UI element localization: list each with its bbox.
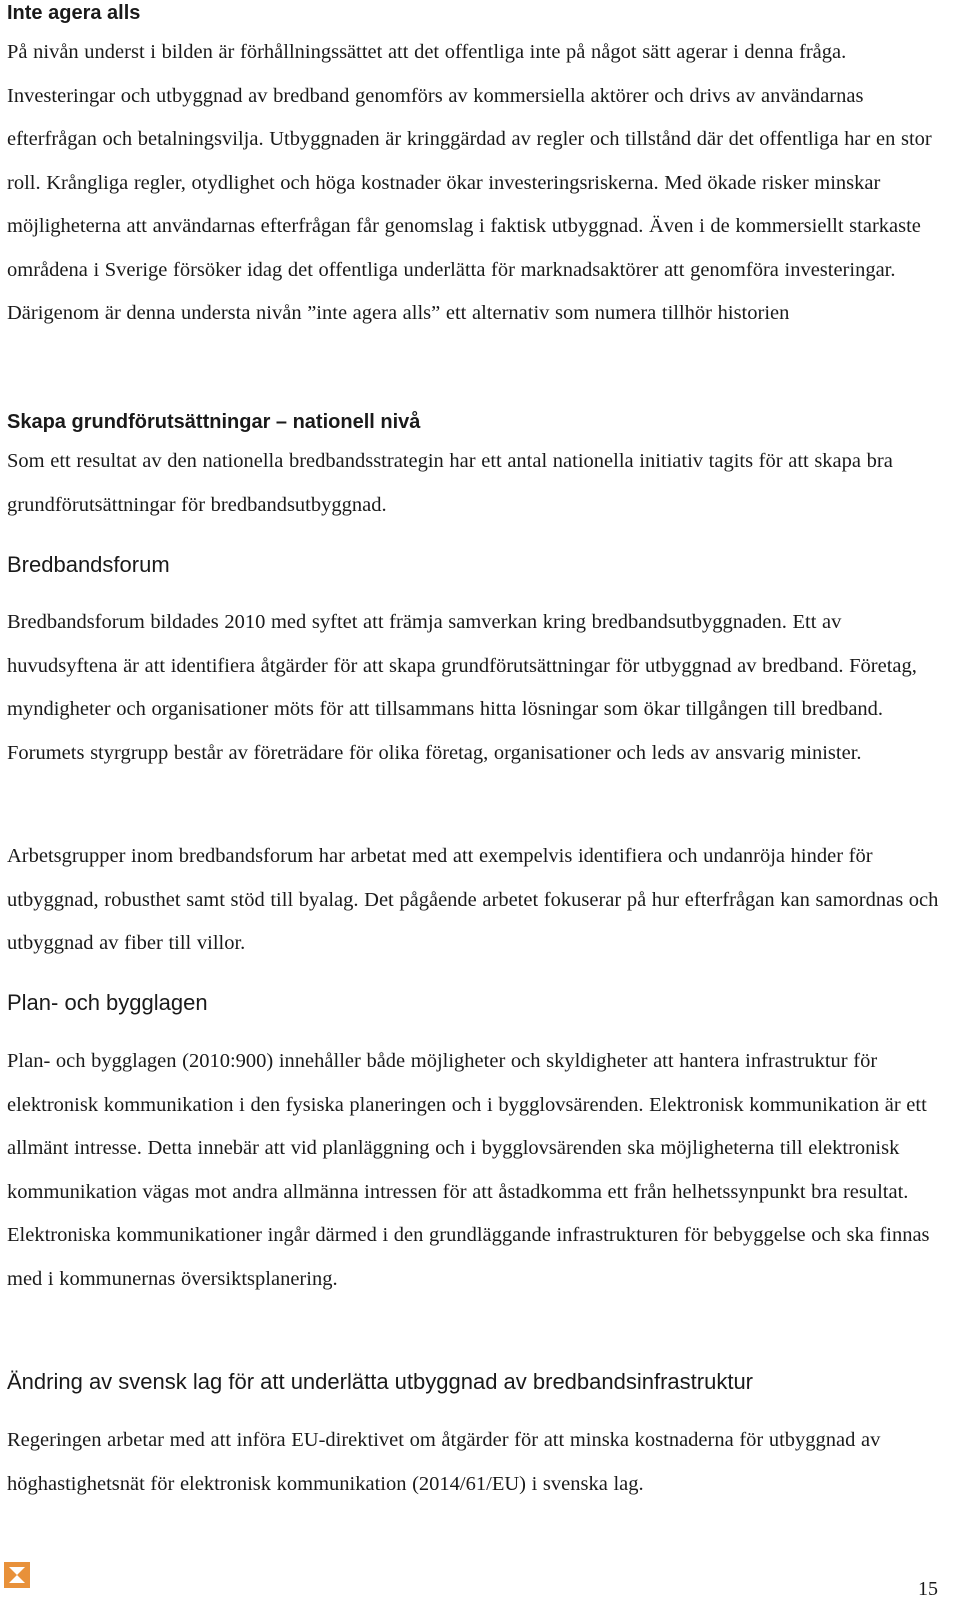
hourglass-logo-icon <box>4 1562 30 1588</box>
section-heading-plan-och-bygglagen: Plan- och bygglagen <box>7 990 208 1015</box>
section-heading-inte-agera-alls: Inte agera alls <box>7 2 141 24</box>
section-paragraph: Arbetsgrupper inom bredbandsforum har arbetat med att exempelvis identifiera och undanröja hinder för utbyggnad, robusthet samt stöd till byalag. Det pågående arbetet fokuserar på hur efterfrågan kan samordnas och utbyggnad av fiber till villor. <box>7 845 939 954</box>
section-paragraph: Bredbandsforum bildades 2010 med syftet att främja samverkan kring bredbandsutbyggnaden. Ett av huvudsyftena är att identifiera åtgärder för att skapa grundförutsättningar för utbyggnad av bredband. Företag, myndigheter och organisationer möts för att tillsammans hitta lösningar som ökar tillgången till bredband. Forumets styrgrupp består av företrädare för olika företag, organisationer och leds av ansvarig minister. <box>7 611 917 764</box>
section-paragraph: Som ett resultat av den nationella bredbandsstrategin har ett antal nationella initiativ tagits för att skapa bra grundförutsättningar för bredbandsutbyggnad. <box>7 450 893 516</box>
section-heading-bredbandsforum: Bredbandsforum <box>7 552 170 577</box>
page-number: 15 <box>918 1578 938 1600</box>
section-heading-grundforutsattningar: Skapa grundförutsättningar – nationell nivå <box>7 411 421 433</box>
section-paragraph: Plan- och bygglagen (2010:900) innehåller både möjligheter och skyldigheter att hantera infrastruktur för elektronisk kommunikation i den fysiska planeringen och i bygglovsärenden. Elektronisk kommunikation är ett allmänt intresse. Detta innebär att vid planläggning och i bygglovsärenden ska möjligheterna till elektronisk kommunikation vägas mot andra allmänna intressen för att åstadkomma ett från helhetssynpunkt bra resultat. Elektroniska kommunikationer ingår därmed i den grundläggande infrastrukturen för bebyggelse och ska finnas med i kommunernas översiktsplanering. <box>7 1050 930 1290</box>
section-paragraph: På nivån underst i bilden är förhållningssättet att det offentliga inte på något sätt agerar i denna fråga. Investeringar och utbyggnad av bredband genomförs av kommersiella aktörer och drivs av användarnas efterfrågan och betalningsvilja. Utbyggnaden är kringgärdad av regler och tillstånd där det offentliga har en stor roll. Krångliga regler, otydlighet och höga kostnader ökar investeringsriskerna. Med ökade risker minskar möjligheterna att användarnas efterfrågan får genomslag i faktisk utbyggnad. Även i de kommersiellt starkaste områdena i Sverige försöker idag det offentliga underlätta för marknadsaktörer att genomföra investeringar. Därigenom är denna understa nivån ”inte agera alls” ett alternativ som numera tillhör historien <box>7 41 932 324</box>
section-paragraph: Regeringen arbetar med att införa EU-direktivet om åtgärder för att minska kostnaderna för utbyggnad av höghastighetsnät för elektronisk kommunikation (2014/61/EU) i svenska lag. <box>7 1429 881 1495</box>
section-heading-andring-av-svensk-lag: Ändring av svensk lag för att underlätta utbyggnad av bredbandsinfrastruktur <box>7 1369 754 1394</box>
